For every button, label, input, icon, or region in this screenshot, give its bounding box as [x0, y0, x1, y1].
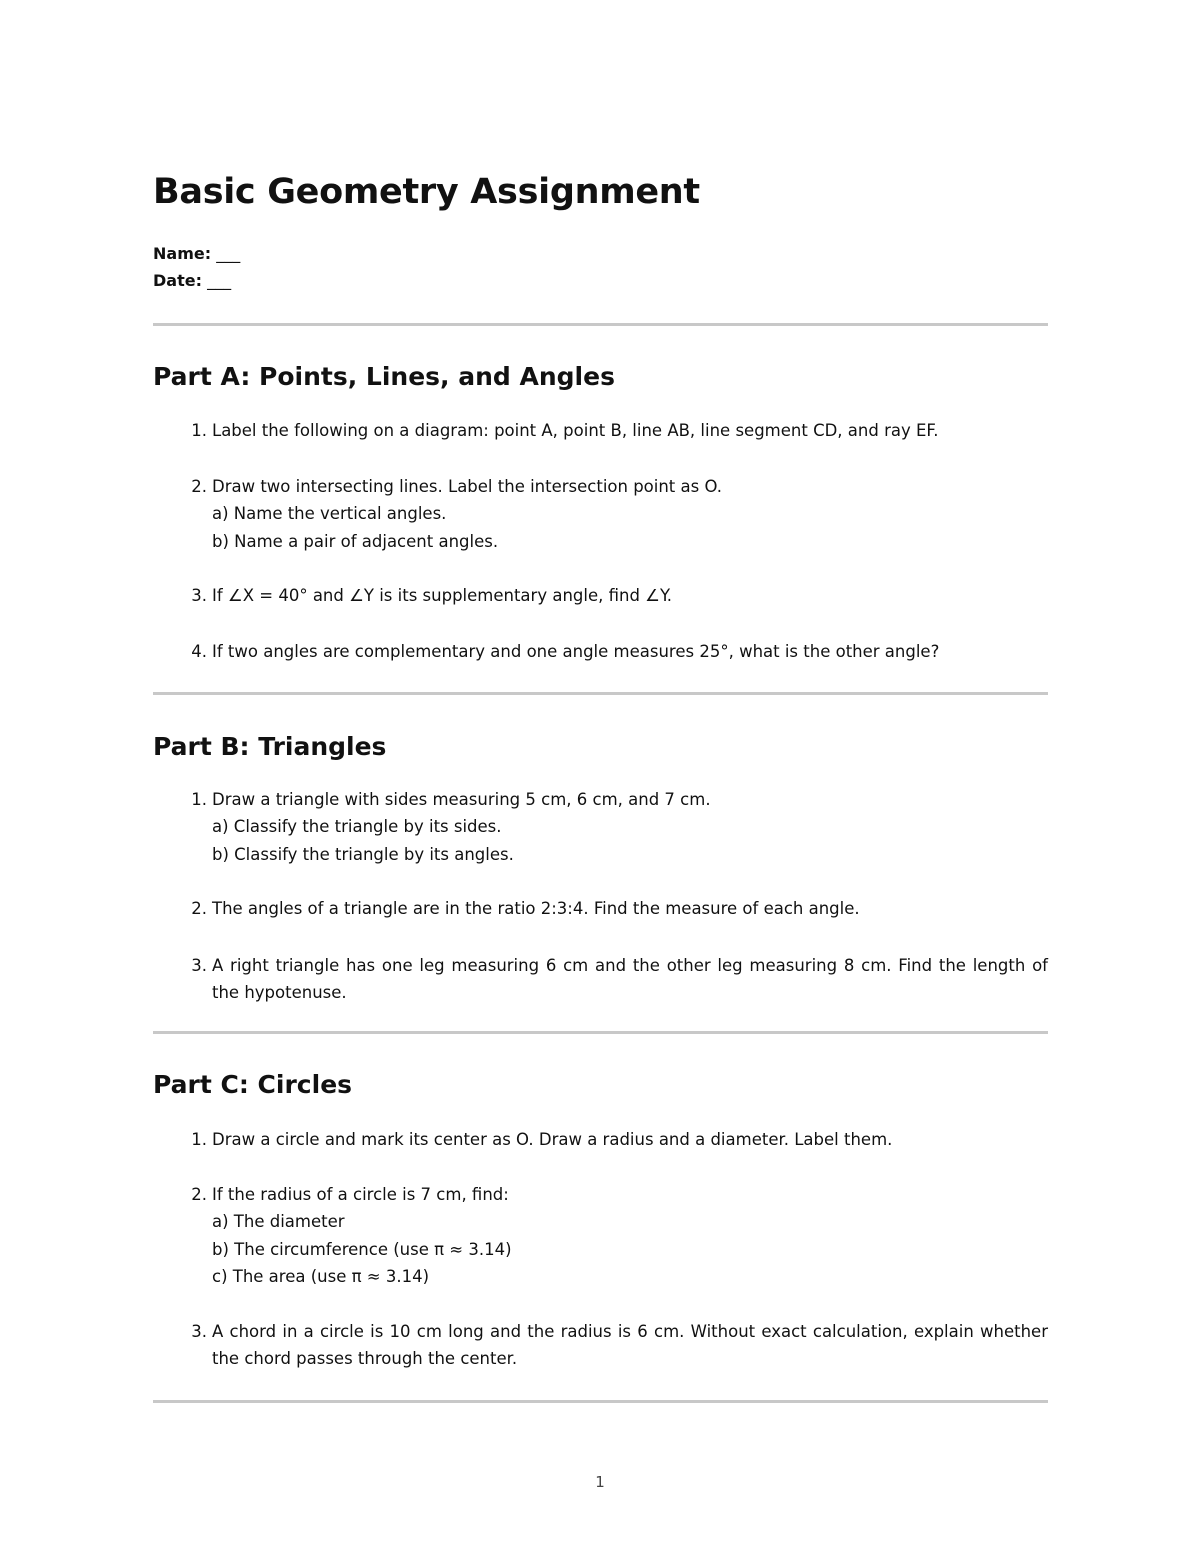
sub-question: b) Name a pair of adjacent angles. — [212, 531, 499, 551]
question-number: 3. — [191, 586, 207, 605]
divider — [153, 1400, 1048, 1403]
page-number: 1 — [595, 1473, 605, 1491]
sub-question: a) The diameter — [212, 1212, 345, 1232]
question-b1 — [153, 786, 1048, 868]
question-number: 1. — [191, 790, 207, 809]
date-blank: ___ — [207, 271, 232, 290]
question-a3 — [153, 582, 1048, 609]
question-number: 2. — [191, 1185, 207, 1204]
date-field — [153, 270, 231, 292]
question-c1 — [153, 1126, 1048, 1153]
sub-question: a) Classify the triangle by its sides. — [212, 817, 502, 837]
question-text: If ∠X = 40° and ∠Y is its supplementary angle, find ∠Y. — [212, 586, 672, 605]
question-text: Draw a circle and mark its center as O. Draw a radius and a diameter. Label them. — [212, 1130, 893, 1149]
question-a1 — [153, 417, 1048, 444]
question-b2 — [153, 895, 1048, 922]
question-number: 4. — [191, 642, 207, 661]
page-title: Basic Geometry Assignment — [153, 172, 700, 212]
question-text: A right triangle has one leg measuring 6 cm and the other leg measuring 8 cm. Find the length of the hypotenuse. — [212, 956, 1048, 1003]
name-field — [153, 243, 240, 265]
date-label: Date: — [153, 271, 202, 290]
sub-question: c) The area (use π ≈ 3.14) — [212, 1266, 430, 1286]
question-text: If the radius of a circle is 7 cm, find: — [212, 1185, 509, 1204]
divider — [153, 692, 1048, 695]
section-title-part-a: Part A: Points, Lines, and Angles — [153, 362, 615, 391]
divider — [153, 1031, 1048, 1034]
section-title-part-c: Part C: Circles — [153, 1070, 353, 1099]
question-a4 — [153, 638, 1048, 665]
question-number: 2. — [191, 899, 207, 918]
name-blank: ___ — [216, 244, 241, 263]
question-text: A chord in a circle is 10 cm long and the radius is 6 cm. Without exact calculation, explain whether the chord passes through the center. — [212, 1322, 1048, 1369]
question-b3 — [153, 952, 1048, 1007]
question-number: 2. — [191, 477, 207, 496]
question-number: 1. — [191, 421, 207, 440]
question-text: Draw two intersecting lines. Label the intersection point as O. — [212, 477, 723, 496]
question-c2 — [153, 1181, 1048, 1290]
question-text: If two angles are complementary and one angle measures 25°, what is the other angle? — [212, 642, 940, 661]
question-number: 3. — [191, 956, 207, 975]
sub-question: b) The circumference (use π ≈ 3.14) — [212, 1239, 512, 1259]
section-title-part-b: Part B: Triangles — [153, 732, 387, 761]
name-label: Name: — [153, 244, 212, 263]
question-c3 — [153, 1318, 1048, 1373]
question-a2 — [153, 473, 1048, 555]
sub-question: b) Classify the triangle by its angles. — [212, 844, 514, 864]
sub-question: a) Name the vertical angles. — [212, 504, 447, 524]
question-number: 1. — [191, 1130, 207, 1149]
divider — [153, 323, 1048, 326]
question-text: Label the following on a diagram: point A, point B, line AB, line segment CD, and ray EF. — [212, 421, 939, 440]
question-text: Draw a triangle with sides measuring 5 cm, 6 cm, and 7 cm. — [212, 790, 711, 809]
question-number: 3. — [191, 1322, 207, 1341]
document-page — [153, 0, 1048, 1553]
question-text: The angles of a triangle are in the ratio 2:3:4. Find the measure of each angle. — [212, 899, 860, 918]
